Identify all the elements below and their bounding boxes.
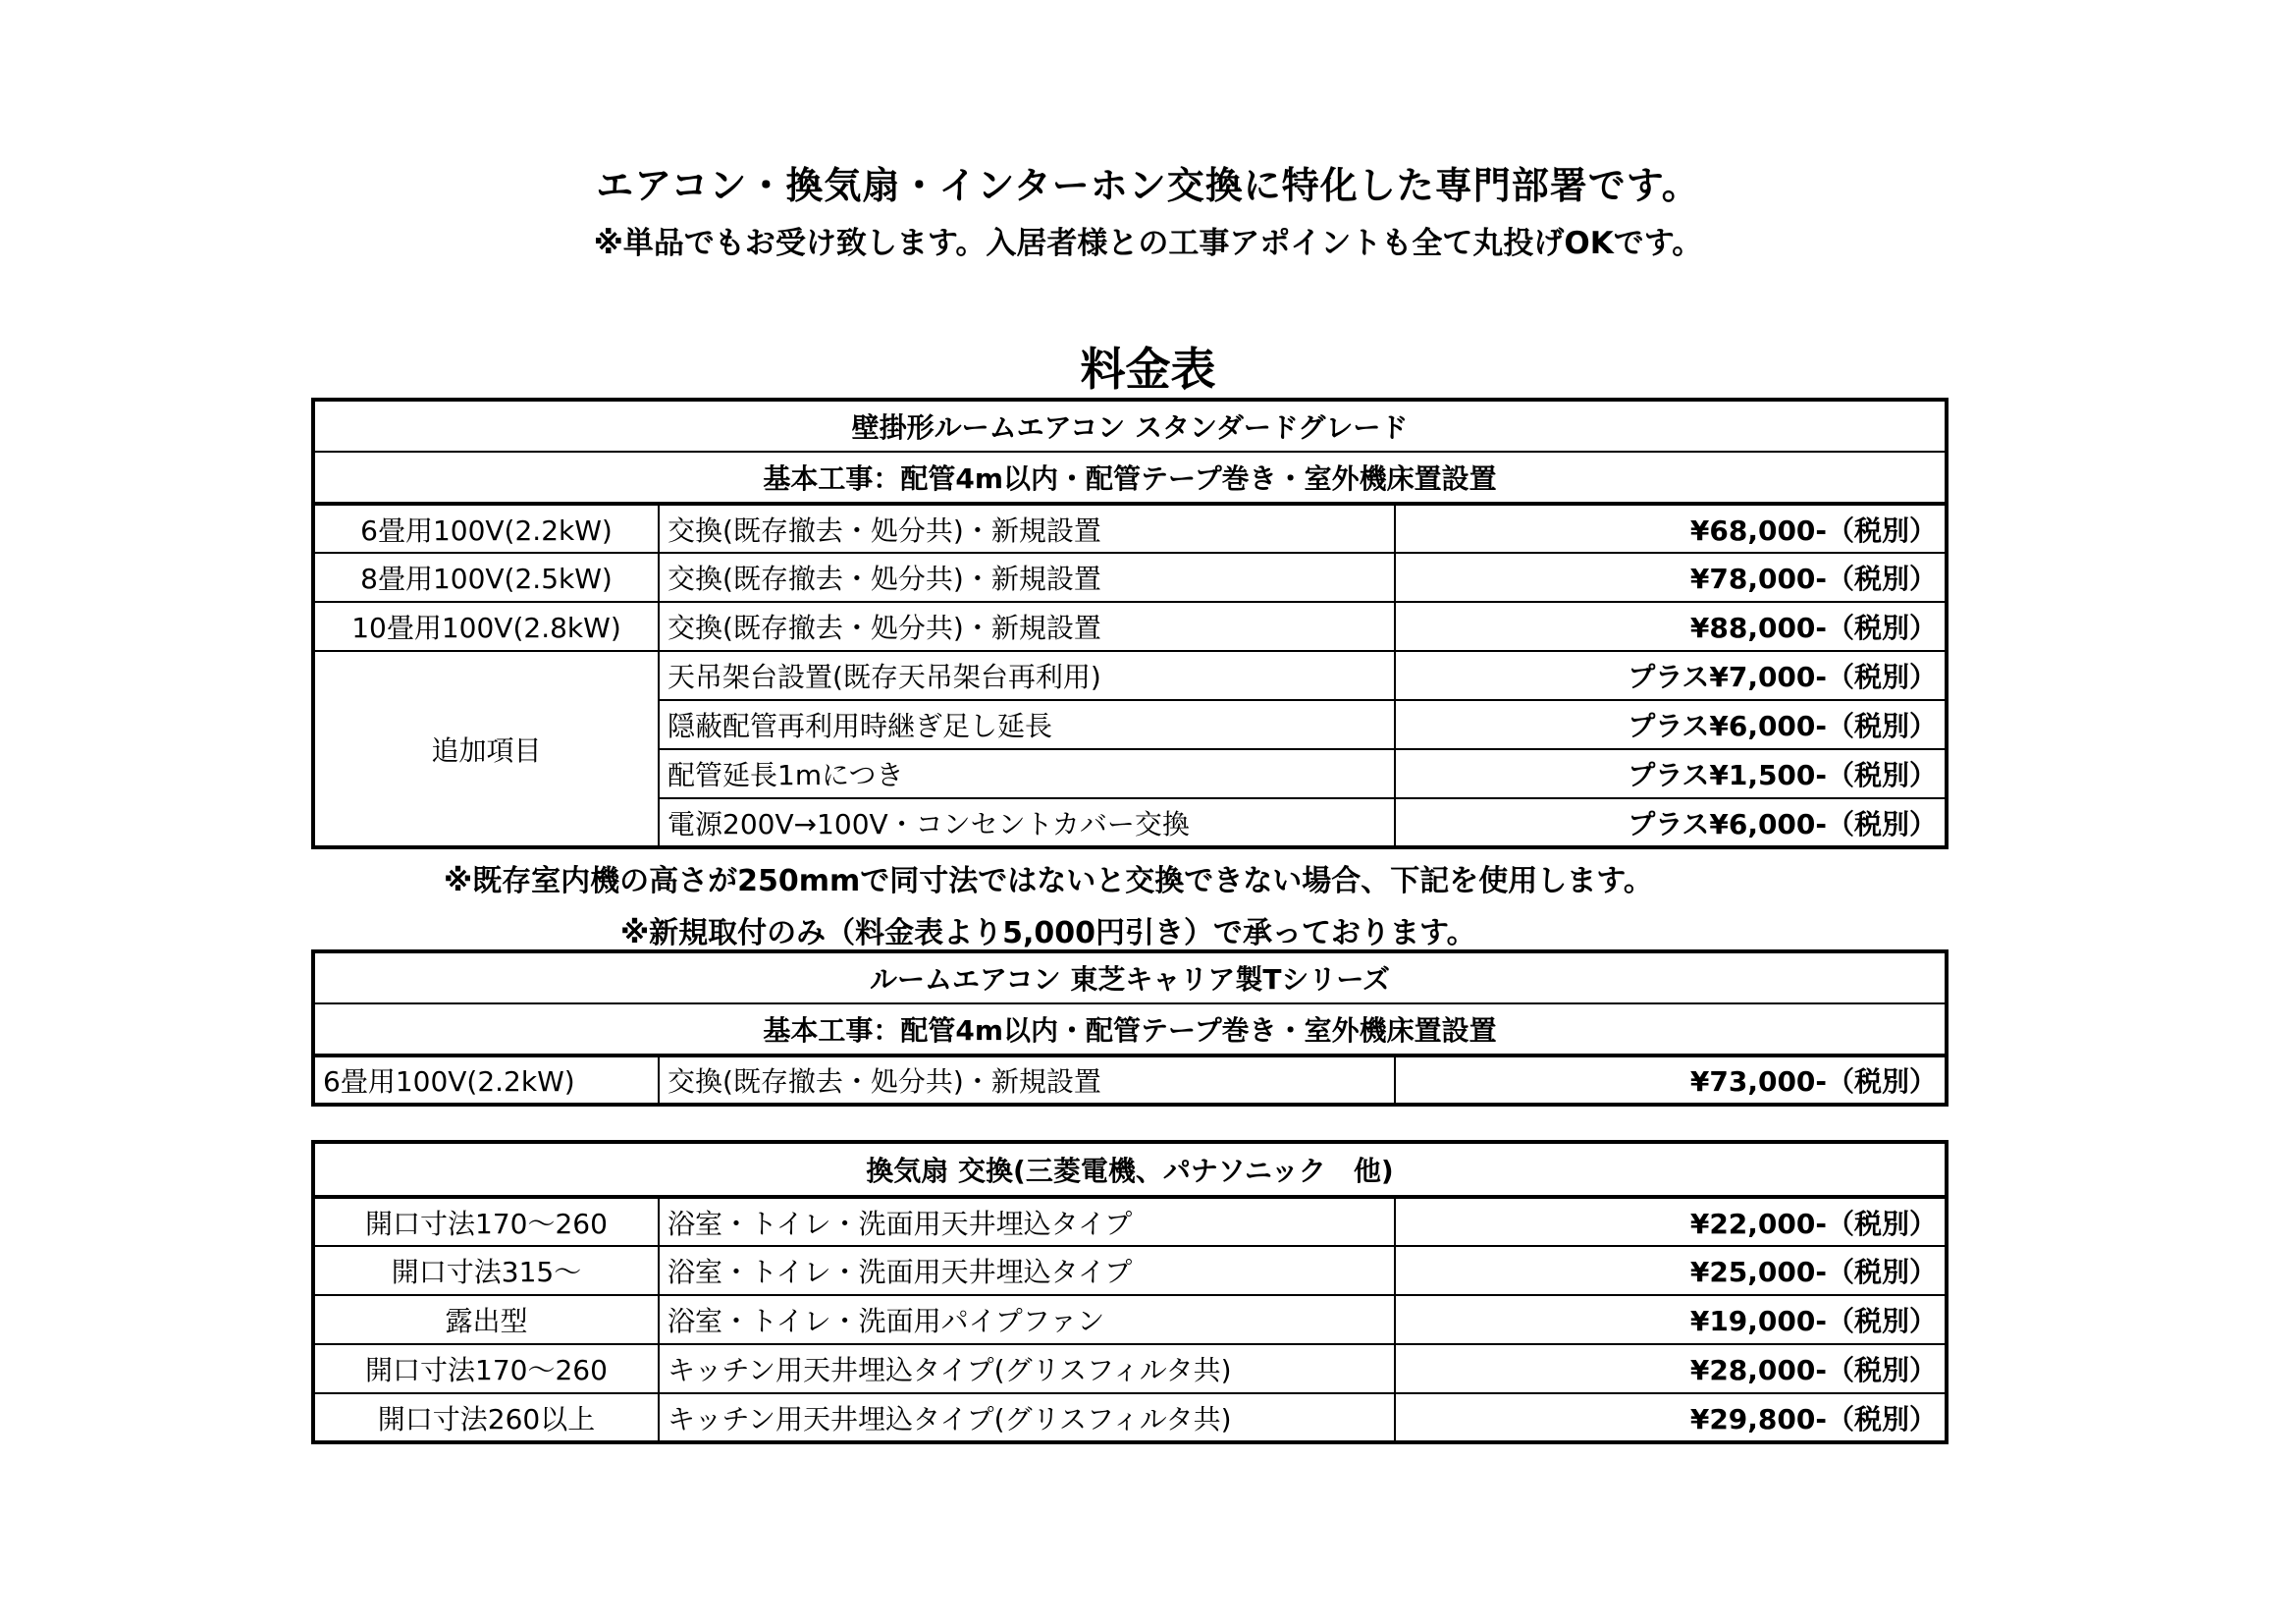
aircon-toshiba-table [311, 949, 1949, 1107]
aircon-standard-table [311, 398, 1949, 849]
aircon-toshiba-title: ルームエアコン 東芝キャリア製Tシリーズ [313, 951, 1947, 1003]
note-new-install: ※新規取付のみ（料金表より5,000円引き）で承っております。 [620, 916, 1476, 950]
size-cell: 開口寸法315～ [313, 1246, 659, 1295]
work-cell: 交換(既存撤去・処分共)・新規設置 [659, 553, 1395, 602]
headline: エアコン・換気扇・インターホン交換に特化した専門部署です。 [596, 164, 1700, 207]
work-cell: 配管延長1mにつき [659, 749, 1395, 798]
price-cell: ¥73,000-（税別） [1395, 1056, 1947, 1105]
work-cell: キッチン用天井埋込タイプ(グリスフィルタ共) [659, 1344, 1395, 1393]
size-cell: 10畳用100V(2.8kW) [313, 602, 659, 651]
table-row [313, 651, 1947, 700]
price-cell: プラス¥1,500-（税別） [1395, 749, 1947, 798]
size-cell: 開口寸法260以上 [313, 1393, 659, 1442]
table-row [313, 1393, 1947, 1442]
table-row [313, 504, 1947, 553]
note-existing-height: ※既存室内機の高さが250mmで同寸法ではないと交換できない場合、下記を使用します。 [444, 864, 1653, 898]
price-cell: ¥25,000-（税別） [1395, 1246, 1947, 1295]
work-cell: 電源200V→100V・コンセントカバー交換 [659, 798, 1395, 847]
work-cell: 交換(既存撤去・処分共)・新規設置 [659, 1056, 1395, 1105]
size-cell: 開口寸法170～260 [313, 1344, 659, 1393]
page-title: 料金表 [1080, 343, 1216, 396]
fan-table [311, 1140, 1949, 1444]
subline: ※単品でもお受け致します。入居者様との工事アポイントも全て丸投げOKです。 [593, 226, 1703, 261]
work-cell: 浴室・トイレ・洗面用パイプファン [659, 1295, 1395, 1344]
price-cell: ¥88,000-（税別） [1395, 602, 1947, 651]
fan-title: 換気扇 交換(三菱電機、パナソニック 他) [313, 1142, 1947, 1197]
size-cell: 8畳用100V(2.5kW) [313, 553, 659, 602]
table-row [313, 1197, 1947, 1246]
size-cell: 6畳用100V(2.2kW) [313, 504, 659, 553]
size-cell: 開口寸法170～260 [313, 1197, 659, 1246]
table-row [313, 553, 1947, 602]
table-row [313, 1344, 1947, 1393]
price-cell: ¥22,000-（税別） [1395, 1197, 1947, 1246]
work-cell: 浴室・トイレ・洗面用天井埋込タイプ [659, 1246, 1395, 1295]
table-row [313, 1246, 1947, 1295]
size-cell: 露出型 [313, 1295, 659, 1344]
work-cell: 交換(既存撤去・処分共)・新規設置 [659, 504, 1395, 553]
table-row [313, 602, 1947, 651]
table-row [313, 1295, 1947, 1344]
work-cell: 浴室・トイレ・洗面用天井埋込タイプ [659, 1197, 1395, 1246]
price-cell: ¥68,000-（税別） [1395, 504, 1947, 553]
price-cell: ¥28,000-（税別） [1395, 1344, 1947, 1393]
work-cell: キッチン用天井埋込タイプ(グリスフィルタ共) [659, 1393, 1395, 1442]
price-cell: ¥19,000-（税別） [1395, 1295, 1947, 1344]
price-cell: プラス¥6,000-（税別） [1395, 798, 1947, 847]
price-cell: プラス¥6,000-（税別） [1395, 700, 1947, 749]
price-cell: ¥78,000-（税別） [1395, 553, 1947, 602]
table-row [313, 1056, 1947, 1105]
work-cell: 隠蔽配管再利用時継ぎ足し延長 [659, 700, 1395, 749]
price-cell: プラス¥7,000-（税別） [1395, 651, 1947, 700]
size-cell: 6畳用100V(2.2kW) [313, 1056, 659, 1105]
extras-label: 追加項目 [313, 651, 659, 847]
work-cell: 交換(既存撤去・処分共)・新規設置 [659, 602, 1395, 651]
aircon-toshiba-subtitle: 基本工事：配管4m以内・配管テープ巻き・室外機床置設置 [313, 1003, 1947, 1056]
price-cell: ¥29,800-（税別） [1395, 1393, 1947, 1442]
aircon-standard-title: 壁掛形ルームエアコン スタンダードグレード [313, 400, 1947, 452]
aircon-standard-subtitle: 基本工事：配管4m以内・配管テープ巻き・室外機床置設置 [313, 452, 1947, 504]
work-cell: 天吊架台設置(既存天吊架台再利用) [659, 651, 1395, 700]
